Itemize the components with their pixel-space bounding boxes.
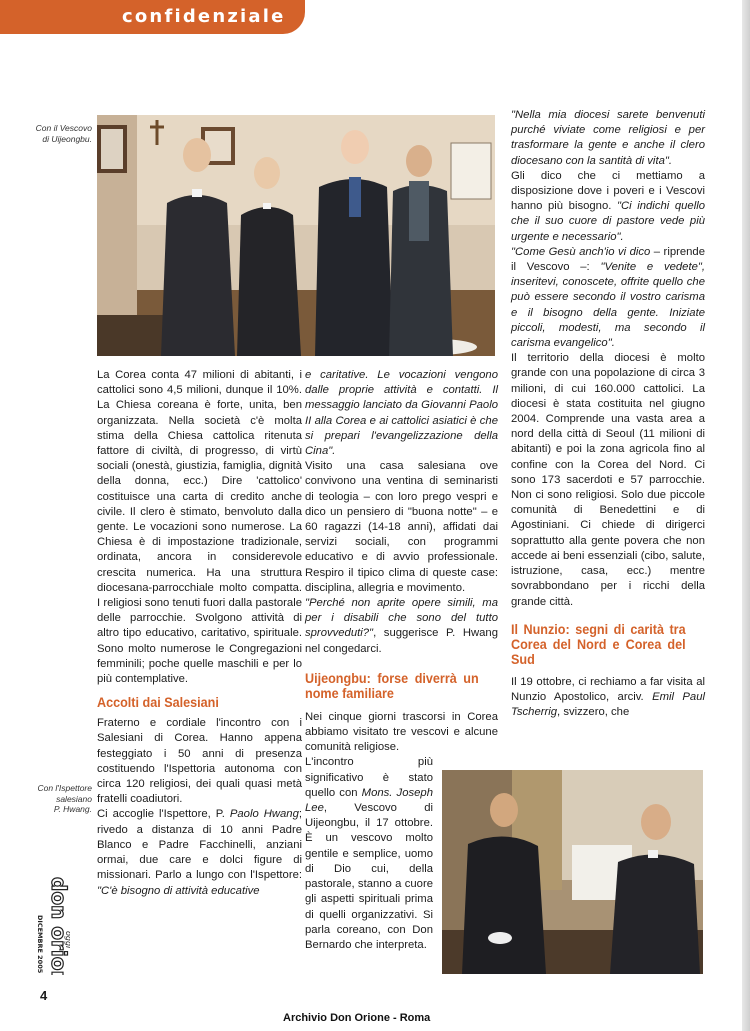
section-header-tab: [0, 0, 305, 34]
col1-paragraph-3: Ci accoglie l'Ispettore, P. Paolo Hwang; rivedo a distanza di 10 anni Padre Blanco e Padre Facchinelli, anziani ormai, due care e dolci figure di missionari. Parlo a lungo con l'Ispettore: "C'è bisogno di attività educative: [97, 808, 302, 897]
photo-with-inspector: [442, 770, 703, 974]
svg-text:don orione: don orione: [47, 877, 70, 975]
photo-caption-inspector: Con l'Ispettore salesiano P. Hwang.: [37, 783, 92, 814]
col2-paragraph-3: "Perché non aprite opere simili, ma per i disabili che sono del tutto sprovveduti?", suggerisce P. Hwang nel congedarci.: [305, 597, 498, 655]
page-edge: [742, 0, 750, 1031]
archive-footer: Archivio Don Orione - Roma: [283, 1012, 431, 1024]
photo-with-bishop: [97, 115, 495, 356]
col1-paragraph-1: La Corea conta 47 milioni di abitanti, i cattolici sono 4,5 milioni, dunque il 10%. La Chiesa coreana è forte, unita, ben organizzata. Nella società c'è molta stima della Chiesa cattolica ritenuta fattore di civiltà, di progresso, di virtù sociali (onestà, giustizia, famiglia, dignità della donna, ecc.) Dire 'cattolico' costituisce una carta di credito anche civile. Il clero è stimato, benvoluto dalla gente. Le vocazioni sono numerose. La Chiesa è di impostazione tradizionale, ordinata, ancora in considerevole crescita numerica. Ha una struttura diocesana-parrocchiale molto compatta. I religiosi sono tenuti fuori dalla pastorale delle parrocchie. Svolgono attività di altro tipo educativo, caritativo, spirituale. Sono molto numerose le Congregazioni femminili; poche quelle maschili e per lo più contemplative.: [97, 369, 302, 686]
col3-paragraph-4: Il territorio della diocesi è molto grande con una popolazione di circa 3 milioni, di cui 160.000 cattolici. La diocesi è stata costituita nel giugno 2004. Comprende una vasta area a nord della città di Seoul (11 milioni di abitanti) e poi la zona agricola fino al confine con la Corea del Nord. Ci sono 173 sacerdoti e 57 parrocchie. Non ci sono religiosi. Solo due piccole comunità di Benedettini e di Agostiniani. Ci chiede di dirigerci soprattutto alla gente povera che non accede ai beni essenziali (cibo, salute, istruzione, casa, ecc.) mentre sovrabbondano per i ricchi della grande città.: [511, 352, 705, 608]
col2-paragraph-1: e caritative. Le vocazioni vengono dalle proprie attività e contatti. Il messaggio lanciato da Giovanni Paolo II alla Corea e ai cattolici asiatici è che si prepari l'evangelizzazione della Cina".: [305, 369, 498, 458]
page-number: 4: [40, 988, 48, 1003]
heading-nunzio: Il Nunzio: segni di carità tra Corea del Nord e Corea del Sud: [511, 620, 686, 667]
logo-date: DICEMBRE 2005: [36, 915, 44, 974]
col2-paragraph-5: L'incontro più significativo è stato quello con Mons. Joseph Lee, Vescovo di Uijeongbu, il 17 ottobre. È un vescovo molto gentile e semplice, uomo di Dio cui, della pastorale, stanno a cuore gli aspetti spirituali prima di quelli organizzativi. Si parla coreano, con Don Bernardo che interpreta.: [305, 756, 433, 951]
col3-paragraph-1: "Nella mia diocesi sarete benvenuti purché viviate come religiosi e per trasformare la gente e anche il clero diocesano con la santità di vita".: [511, 109, 705, 167]
col2-paragraph-2: Visito una casa salesiana ove convivono una ventina di seminaristi di teologia – con loro prego vespri e dico un pensiero di "buona notte" – e 60 ragazzi (14-18 anni), affidati dai servizi sociali, con programmi educativo e di avvio professionale. Respiro il tipico clima di queste case: disciplina, allegria e movimento.: [305, 460, 498, 594]
article-column-3: [511, 108, 705, 720]
photo-caption-bishop: Con il Vescovo di Uijeongbu.: [35, 123, 92, 144]
article-column-1: [97, 368, 302, 899]
heading-accolti-dai-salesiani: Accolti dai Salesiani: [97, 694, 219, 711]
heading-uijeongbu: Uijeongbu: forse diverrà un nome familiare: [305, 669, 479, 701]
col3-paragraph-5: Il 19 ottobre, ci rechiamo a far visita al Nunzio Apostolico, arciv. Emil Paul Tscherrig, svizzero, che: [511, 675, 706, 719]
col3-paragraph-2: Gli dico che ci mettiamo a disposizione dove i poveri e i Vescovi hanno più bisogno. "Ci indichi quello che il suo cuore di pastore vede più urgente e necessario".: [511, 169, 705, 243]
section-header-label: confidenziale: [122, 6, 286, 27]
col3-paragraph-3: "Come Gesù anch'io vi dico – riprende il Vescovo –: "Venite e vedete", inseritevi, conoscete, offrite quello che può essere secondo il vostro carisma e il bisogno della gente. Iniziate piccoli, modesti, ma secondo il carisma evangelico".: [511, 245, 706, 350]
don-orione-logo: [30, 875, 70, 975]
col2-paragraph-4: Nei cinque giorni trascorsi in Corea abbiamo visitato tre vescovi e alcune comunità religiose.: [305, 710, 498, 754]
svg-text:oggi: oggi: [64, 931, 70, 949]
col1-paragraph-2: Fraterno e cordiale l'incontro con i Salesiani di Corea. Hanno appena festeggiato i 50 anni di presenza costituendo l'Ispettoria autonoma con circa 120 religiosi, dei quali quasi metà fratelli coadiutori.: [97, 717, 302, 806]
